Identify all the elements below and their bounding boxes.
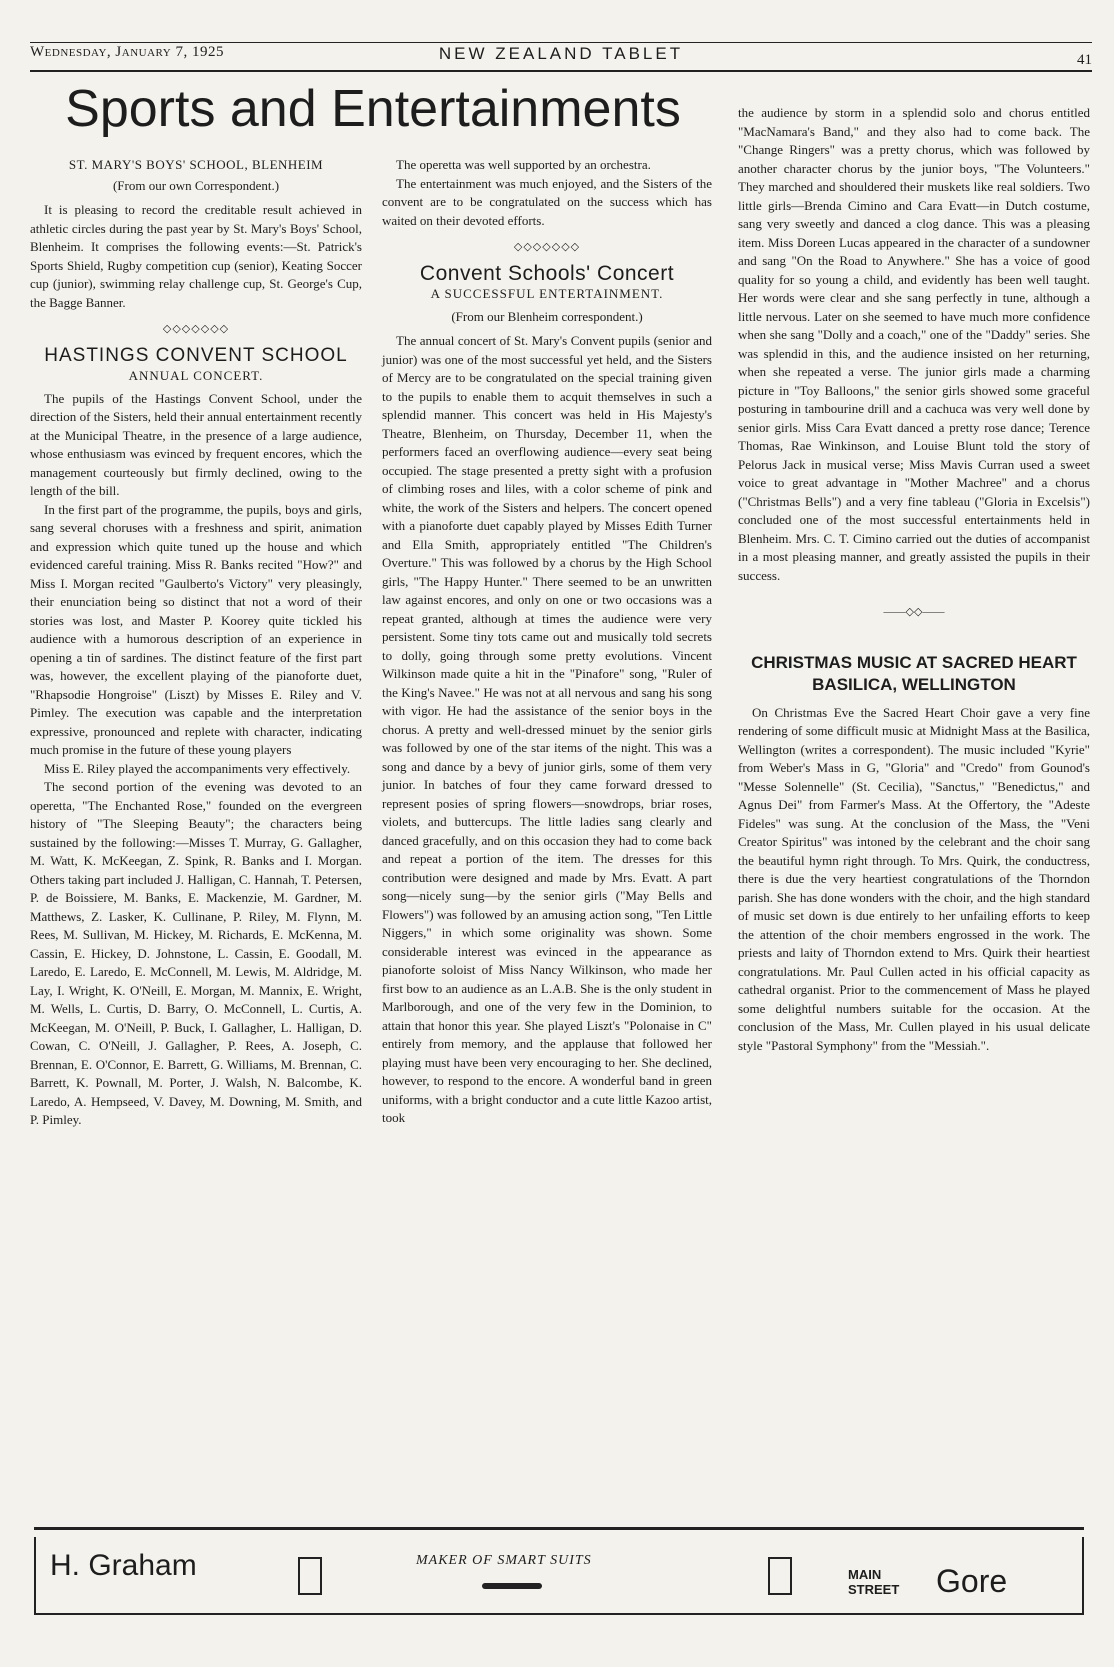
christmas-music-paragraph: On Christmas Eve the Sacred Heart Choir gave a very fine rendering of some difficult music at Midnight Mass at the Basilica, Wellington (writes a correspondent). The music included "Kyrie" from Weber's Mass in G, "Gloria" and "Credo" from Gounod's "Messe Solennelle" (St. Cecilia), "Sanctus," "Benedictus," and Agnus Dei" from Farmer's Mass. At the Offertory, the "Adeste Fideles" was sung. At the conclusion of the Mass, the "Veni Creator Spiritus" was intoned by the celebrant and the choir sang the beautiful hymn right through. To Mrs. Quirk, the conductress, there is due the very heartiest congratulations of the Thorndon parish. She has done wonders with the choir, and the high standard of music set down is due entirely to her unfailing efforts to keep the attention of the choir members engrossed in the work. The priests and laity of Thorndon extend to Mrs. Quirk their heartiest congratulations. Mr. Paul Cullen acted in his official capacity as cathedral organist. Prior to the commencement of Mass he played some delightful numbers suitable for the occasion. At the conclusion of the Mass, Mr. Cullen played in his usual delicate style "Pastoral Symphony" from the "Messiah.". [738,704,1090,1053]
advert-ornament-icon [482,1583,542,1589]
advert-street-line2: STREET [848,1582,900,1597]
convent-paragraph: The annual concert of St. Mary's Convent pupils (senior and junior) was one of the most successful yet held, and the Sisters of Mercy are to be congratulated on the special training given to the pupils to enable them to acquit themselves in such a splendid manner. This concert was held in His Majesty's Theatre, Blenheim, on Thursday, December 11, when the performers faced an overflowing audience—every seat being occupied. The stage presented a pretty sight with a profusion of climbing roses and liles, with a color scheme of pink and white, the work of the Sisters and helpers. The concert opened with a pianoforte duet capably played by Misses Edith Turner and Ella Smith, appropriately entitled "The Children's Overture." This was followed by a chorus by the High School girls, "The Happy Hunter." There seemed to be an unwritten law against encores, and only on one or two occasions was a repeat granted, although at times the audience were very persistent. Some tiny tots came out and musically told secrets to dolly, going through some pretty evolutions. Vincent Wilkinson made quite a hit in the "Pinafore" song, "Ruler of the King's Navee." He was not at all nervous and sang his song with vigor. He had the assistance of the senior boys in the chorus. A pretty and well-dressed minuet by the senior girls was followed by one of the star items of the night. This was a song and dance by a bevy of junior girls, some of them very junior. In batches of four they came forward dressed to represent posies of spring flowers—snowdrops, briar roses, violets, and buttercups. The little ladies sang clearly and danced gracefully, and on this occasion they had to come back and repeat a portion of the item. The dresses for this contribution were designed and made by Mrs. Evatt. A part song—nicely sung—by the senior girls ("May Bells and Flowers") was followed by an amusing action song, "Ten Little Niggers," in which some originality was shown. Some considerable interest was evinced in the appearance as pianoforte soloist of Miss Nancy Wilkinson, who made her first bow to an audience as an L.A.B. She is the only student in Marlborough, and one of the very few in the Dominion, to attain that honor this year. She played Liszt's "Polonaise in C" entirely from memory, and the applause that followed her playing must have been very encouraging to her. She declined, however, to respond to the encore. A wonderful band in green uniforms, with a bright conductor and a cute little Kazoo artist, took [382,333,712,1125]
hastings-paragraph-1: The pupils of the Hastings Convent School, under the direction of the Sisters, held their annual entertainment recently at the Municipal Theatre, in the presence of a large audience, whose enthusiasm was evinced by frequent encores, which the management courteously but firmly declined, owing to the length of the bill. [30,390,362,498]
hastings-title: HASTINGS CONVENT SCHOOL [44,344,348,366]
advert-top-rule [34,1527,1084,1530]
column-1 [30,156,362,1130]
hastings-paragraph-2: In the first part of the programme, the pupils, boys and girls, sang several choruses with a freshness and spirit, animation and expression which quite tuned up the house and which evidenced careful training. Miss R. Banks recited "How?" and Miss I. Morgan recited "Gaulberto's Victory" very pleasingly, their enunciation being so distinct that not a word of their stories was lost, and Master P. Koorey quite tickled his audience with a humorous description of an experience in opening a tin of sardines. The distinct feature of the first part was, however, the excellent playing of the pianoforte duet, "Rhapsodie Hongroise" (Liszt) by Misses E. Riley and V. Pimley. The execution was capable and the interpretation expressive, pronounced and replete with character, indicating much promise in the future of these young players [30,501,362,757]
hastings-subtitle: ANNUAL CONCERT. [128,368,264,383]
advert-street-line1: MAIN [848,1567,882,1582]
christmas-music-title: CHRISTMAS MUSIC AT SACRED HEART BASILICA, WELLINGTON [751,652,1077,694]
hastings-paragraph-4: The second portion of the evening was devoted to an operetta, "The Enchanted Rose," founded on the evergreen history of "The Sleeping Beauty"; the characters being sustained by the following:—Misses T. Murray, G. Gallagher, M. Watt, K. McKeegan, Z. Spink, R. Banks and I. Morgan. Others taking part included J. Halligan, C. Hannah, T. Petersen, P. de Boissiere, M. Banks, E. Mackenzie, M. Gardner, M. Matthews, Z. Lasker, K. Cullinane, P. Riley, M. Flynn, M. Rees, M. Sullivan, M. Hickey, M. Richards, E. McKenna, M. Cassin, E. Hickey, D. Johnstone, L. Cassin, E. Goodall, M. Laredo, E. Laredo, E. McConnell, M. Lewis, M. Aldridge, M. Lay, I. Wright, K. O'Neill, E. Morgan, M. Mannix, E. Wright, M. Wells, L. Curtis, D. Barry, O. McConnell, L. Curtis, A. McKeegan, M. O'Neill, P. Buck, I. Gallagher, L. Halligan, D. Cowan, C. O'Neill, J. Gallagher, P. Rees, A. Joseph, C. Brennan, E. O'Connor, E. Barrett, G. Williams, M. Brennan, C. Barrett, K. Pownall, M. Porter, J. Walsh, N. Balcombe, K. Laredo, A. Hempseed, V. Davey, M. Downing, M. Smith, and P. Pimley. [30,779,362,1127]
hastings-paragraph-3: Miss E. Riley played the accompaniments very effectively. [44,760,351,776]
advert-box-icon [298,1557,322,1595]
advert-box-icon [768,1557,792,1595]
ornament-divider: ◇◇◇◇◇◇◇ [513,241,581,253]
advert-street [848,1567,899,1597]
stmary-title: ST. MARY'S BOYS' SCHOOL, BLENHEIM [68,157,324,172]
newspaper-title: NEW ZEALAND TABLET [438,44,684,63]
section-divider: ——◇◇—— [883,606,945,618]
convent-correspondent: (From our Blenheim correspondent.) [451,308,643,324]
advert-tagline: MAKER OF SMART SUITS [416,1553,592,1568]
advert-town: Gore [936,1563,1008,1599]
operetta-paragraph: The operetta was well supported by an orchestra. [396,157,651,172]
page-headline: Sports and Entertainments [65,80,681,138]
column-2 [382,156,712,1128]
header-bottom-rule [30,70,1092,72]
stmary-correspondent: (From our own Correspondent.) [112,177,280,193]
advert-name: H. Graham [50,1549,197,1582]
convent-concert-title: Convent Schools' Concert [419,261,675,285]
column-3 [738,104,1090,1055]
convent-concert-subtitle: A SUCCESSFUL ENTERTAINMENT. [430,286,664,301]
ornament-divider: ◇◇◇◇◇◇◇ [162,323,230,335]
convent-continued-paragraph: the audience by storm in a splendid solo and chorus entitled "MacNamara's Band," and they also had to come back. The "Change Ringers" was a pretty chorus, which was followed by another character chorus by the junior boys, "The Volunteers." They marched and shouldered their muskets like real soldiers. Two little girls—Brenda Cimino and Cara Evatt—in Dutch costume, sang very sweetly and danced a clog dance. This was a pleasing item. Miss Doreen Lucas appeared in the character of a sundowner and sang "On the Road to Anywhere." She has a voice of good quality for so young a child, and evidently has been well taught. Her words were clear and she sang perfectly in tune, although a little nervous. Later on she seemed to have much more confidence when she sang "Dolly and a coach," one of the "Daddy" series. She was splendid in this, and the audience insisted on her returning, when she repeated a verse. The junior girls made a charming picture in "Toy Balloons," the senior girls showed some graceful posturing in tambourine drill and a cachuca was very well done by senior girls. Miss Cara Evatt danced a pretty rose dance; Terence Thomas, Rae Winkinson, and Louise Blunt told the story of Pelorus Jack in musical verse; Miss Mavis Curran used a sweet voice to great advantage in "Mother Machree" and a chorus ("Christmas Bells") and a very fine tableau ("Gloria in Excelsis") concluded one of the most successful entertainments held in Blenheim. Mrs. C. T. Cimino carried out the duties of accompanist in a most pleasing manner, and greatly assisted the pupils in their success. [738,105,1090,583]
issue-date: Wednesday, January 7, 1925 [30,44,224,60]
graham-advertisement [34,1537,1084,1615]
entertainment-paragraph: The entertainment was much enjoyed, and the Sisters of the convent are to be congratulated on the success which has waited on their devoted efforts. [382,175,712,228]
stmary-paragraph: It is pleasing to record the creditable result achieved in athletic circles during the past year by St. Mary's Boys' School, Blenheim. It comprises the following events:—St. Patrick's Sports Shield, Rugby competition cup (senior), Keating Soccer cup (junior), swimming relay challenge cup, St. George's Cup, the Bagge Banner. [30,202,362,310]
page-number: 41 [1077,52,1092,68]
page-header [30,36,1092,72]
